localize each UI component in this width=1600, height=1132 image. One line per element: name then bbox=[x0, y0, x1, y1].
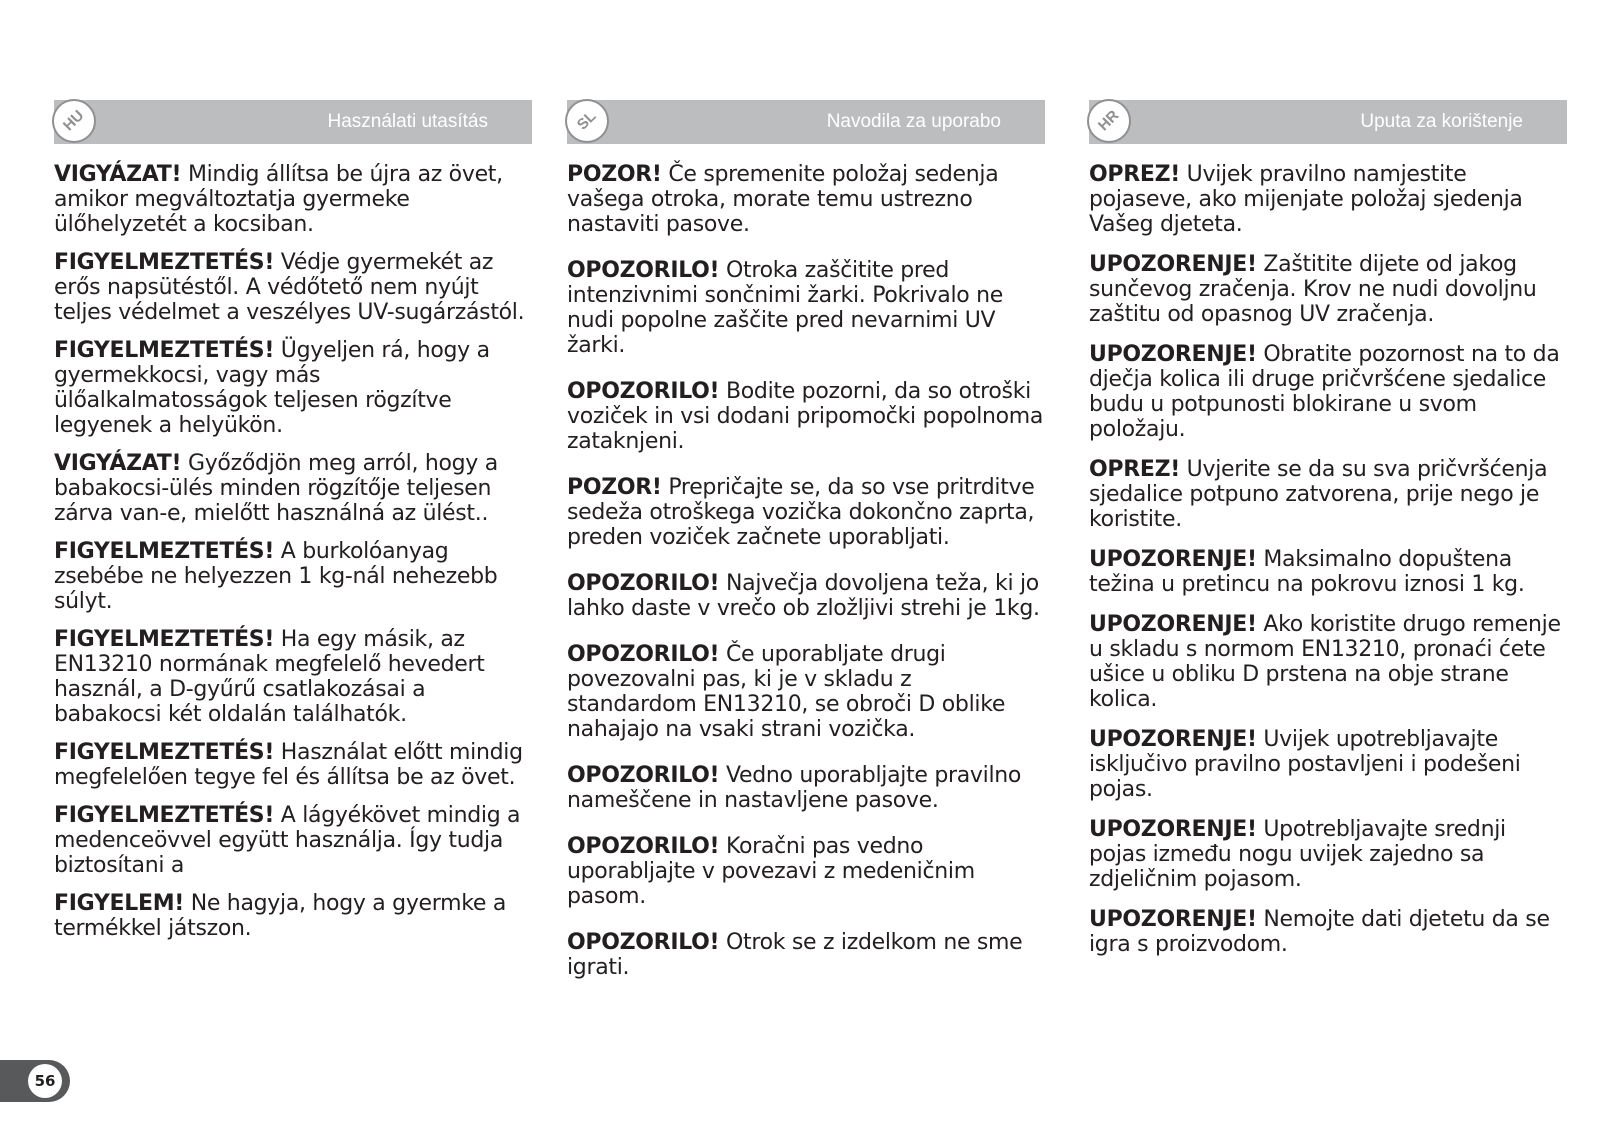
warning-text: Uvijek pravilno namjestite pojaseve, ako mijenjate položaj sjedenja Vašeg djeteta. bbox=[1089, 162, 1523, 237]
warning-text: Védje gyermekét az erős napsütéstől. A védőtető nem nyújt teljes védelmet a veszélyes UV-sugárzástól. bbox=[54, 250, 525, 325]
warning-paragraph bbox=[567, 763, 1045, 813]
warning-label: OPOZORILO! bbox=[567, 258, 720, 283]
warning-paragraph bbox=[54, 627, 532, 727]
warning-paragraph bbox=[54, 451, 532, 526]
language-badge bbox=[565, 99, 609, 143]
warning-paragraph bbox=[1089, 252, 1567, 327]
warning-label: OPREZ! bbox=[1089, 457, 1180, 482]
warning-text: Vedno uporabljajte pravilno nameščene in nastavljene pasove. bbox=[567, 763, 1022, 813]
warning-label: OPREZ! bbox=[1089, 162, 1180, 187]
warning-label: UPOZORENJE! bbox=[1089, 817, 1257, 842]
warning-paragraph bbox=[567, 642, 1045, 742]
warning-text: Nemojte dati djetetu da se igra s proizvodom. bbox=[1089, 907, 1550, 957]
section-title: Navodila za uporabo bbox=[826, 111, 1001, 132]
warning-label: UPOZORENJE! bbox=[1089, 907, 1257, 932]
warning-label: UPOZORENJE! bbox=[1089, 547, 1257, 572]
warning-paragraph bbox=[1089, 727, 1567, 802]
warning-paragraph bbox=[54, 250, 532, 325]
warning-label: OPOZORILO! bbox=[567, 834, 720, 859]
warning-text: Koračni pas vedno uporabljajte v povezavi z medeničnim pasom. bbox=[567, 834, 975, 909]
warning-text: Če spremenite položaj sedenja vašega otroka, morate temu ustrezno nastaviti pasove. bbox=[567, 162, 999, 237]
warning-paragraph bbox=[1089, 342, 1567, 442]
warning-text: Največja dovoljena teža, ki jo lahko daste v vrečo ob zložljivi strehi je 1kg. bbox=[567, 571, 1040, 621]
language-badge bbox=[52, 99, 96, 143]
warning-text: Otroka zaščitite pred intenzivnimi sončnimi žarki. Pokrivalo ne nudi popolne zaščite pred nevarnimi UV žarki. bbox=[567, 258, 1003, 358]
language-code: HR bbox=[1094, 106, 1123, 135]
warning-text: Uvjerite se da su sva pričvršćenja sjedalice potpuno zatvorena, prije nego je koristite. bbox=[1089, 457, 1548, 532]
warning-list bbox=[1089, 162, 1567, 957]
warning-text: Zaštitite dijete od jakog sunčevog zračenja. Krov ne nudi dovoljnu zaštitu od opasnog UV zračenja. bbox=[1089, 252, 1537, 327]
column-hungarian bbox=[54, 100, 532, 954]
warning-label: UPOZORENJE! bbox=[1089, 252, 1257, 277]
page-number-tab bbox=[0, 1060, 70, 1102]
warning-paragraph bbox=[1089, 547, 1567, 597]
warning-text: Ako koristite drugo remenje u skladu s normom EN13210, pronaći ćete ušice u obliku D prstena na obje strane kolica. bbox=[1089, 612, 1561, 712]
page-number: 56 bbox=[28, 1064, 62, 1098]
warning-paragraph bbox=[54, 803, 532, 878]
warning-label: OPOZORILO! bbox=[567, 379, 720, 404]
column-croatian bbox=[1089, 100, 1567, 972]
warning-label: POZOR! bbox=[567, 475, 662, 500]
warning-text: A lágyékövet mindig a medenceövvel együtt használja. Így tudja biztosítani a bbox=[54, 803, 521, 878]
warning-paragraph bbox=[567, 162, 1045, 237]
section-title: Használati utasítás bbox=[327, 111, 488, 132]
warning-paragraph bbox=[567, 834, 1045, 909]
warning-label: OPOZORILO! bbox=[567, 930, 720, 955]
warning-text: Ügyeljen rá, hogy a gyermekkocsi, vagy más ülőalkalmatosságok teljesen rögzítve legyenek a helyükön. bbox=[54, 338, 490, 438]
warning-paragraph bbox=[54, 162, 532, 237]
warning-label: OPOZORILO! bbox=[567, 571, 720, 596]
warning-text: Obratite pozornost na to da dječja kolica ili druge pričvršćene sjedalice budu u potpunosti blokirane u svom položaju. bbox=[1089, 342, 1560, 442]
warning-text: Mindig állítsa be újra az övet, amikor megváltoztatja gyermeke ülőhelyzetét a kocsiban. bbox=[54, 162, 503, 237]
warning-paragraph bbox=[54, 891, 532, 941]
warning-label: FIGYELMEZTETÉS! bbox=[54, 250, 275, 275]
warning-label: FIGYELMEZTETÉS! bbox=[54, 627, 275, 652]
language-code: HU bbox=[59, 106, 88, 135]
warning-text: Upotrebljavajte srednji pojas između nogu uvijek zajedno sa zdjeličnim pojasom. bbox=[1089, 817, 1506, 892]
warning-paragraph bbox=[567, 379, 1045, 454]
warning-label: FIGYELMEZTETÉS! bbox=[54, 539, 275, 564]
column-slovenian bbox=[567, 100, 1045, 1001]
warning-paragraph bbox=[567, 475, 1045, 550]
warning-text: Prepričajte se, da so vse pritrditve sedeža otroškega vozička dokončno zaprta, preden voziček začnete uporabljati. bbox=[567, 475, 1035, 550]
warning-text: Bodite pozorni, da so otroški voziček in vsi dodani pripomočki popolnoma zataknjeni. bbox=[567, 379, 1044, 454]
language-badge bbox=[1087, 99, 1131, 143]
warning-text: Használat előtt mindig megfelelően tegye fel és állítsa be az övet. bbox=[54, 740, 523, 790]
warning-text: Győződjön meg arról, hogy a babakocsi-ülés minden rögzítője teljesen zárva van-e, mielőtt használná az ülést.. bbox=[54, 451, 498, 526]
warning-paragraph bbox=[1089, 162, 1567, 237]
warning-list bbox=[567, 162, 1045, 980]
warning-label: OPOZORILO! bbox=[567, 763, 720, 788]
warning-label: FIGYELMEZTETÉS! bbox=[54, 803, 275, 828]
warning-paragraph bbox=[567, 930, 1045, 980]
warning-text: Ne hagyja, hogy a gyermke a termékkel játszon. bbox=[54, 891, 507, 941]
warning-paragraph bbox=[567, 571, 1045, 621]
warning-label: FIGYELEM! bbox=[54, 891, 185, 916]
warning-text: Otrok se z izdelkom ne sme igrati. bbox=[567, 930, 1023, 980]
section-header bbox=[567, 100, 1045, 144]
section-header bbox=[1089, 100, 1567, 144]
warning-text: A burkolóanyag zsebébe ne helyezzen 1 kg-nál nehezebb súlyt. bbox=[54, 539, 498, 614]
warning-text: Ha egy másik, az EN13210 normának megfelelő hevedert használ, a D-gyűrű csatlakozásai a babakocsi két oldalán találhatók. bbox=[54, 627, 485, 727]
warning-paragraph bbox=[1089, 457, 1567, 532]
language-code: SL bbox=[573, 107, 600, 134]
warning-label: UPOZORENJE! bbox=[1089, 342, 1257, 367]
warning-paragraph bbox=[567, 258, 1045, 358]
warning-paragraph bbox=[54, 740, 532, 790]
warning-label: OPOZORILO! bbox=[567, 642, 720, 667]
warning-text: Če uporabljate drugi povezovalni pas, ki je v skladu z standardom EN13210, se obroči D oblike nahajajo na vsaki strani vozička. bbox=[567, 642, 1006, 742]
warning-paragraph bbox=[1089, 907, 1567, 957]
warning-paragraph bbox=[54, 539, 532, 614]
warning-label: FIGYELMEZTETÉS! bbox=[54, 740, 275, 765]
section-title: Uputa za korištenje bbox=[1360, 111, 1523, 132]
warning-label: UPOZORENJE! bbox=[1089, 727, 1257, 752]
section-header bbox=[54, 100, 532, 144]
warning-list bbox=[54, 162, 532, 941]
warning-label: VIGYÁZAT! bbox=[54, 451, 182, 476]
warning-text: Maksimalno dopuštena težina u pretincu na pokrovu iznosi 1 kg. bbox=[1089, 547, 1525, 597]
warning-label: VIGYÁZAT! bbox=[54, 162, 182, 187]
warning-label: FIGYELMEZTETÉS! bbox=[54, 338, 275, 363]
warning-label: POZOR! bbox=[567, 162, 662, 187]
warning-text: Uvijek upotrebljavajte isključivo pravilno postavljeni i podešeni pojas. bbox=[1089, 727, 1521, 802]
warning-paragraph bbox=[54, 338, 532, 438]
warning-paragraph bbox=[1089, 612, 1567, 712]
warning-label: UPOZORENJE! bbox=[1089, 612, 1257, 637]
warning-paragraph bbox=[1089, 817, 1567, 892]
